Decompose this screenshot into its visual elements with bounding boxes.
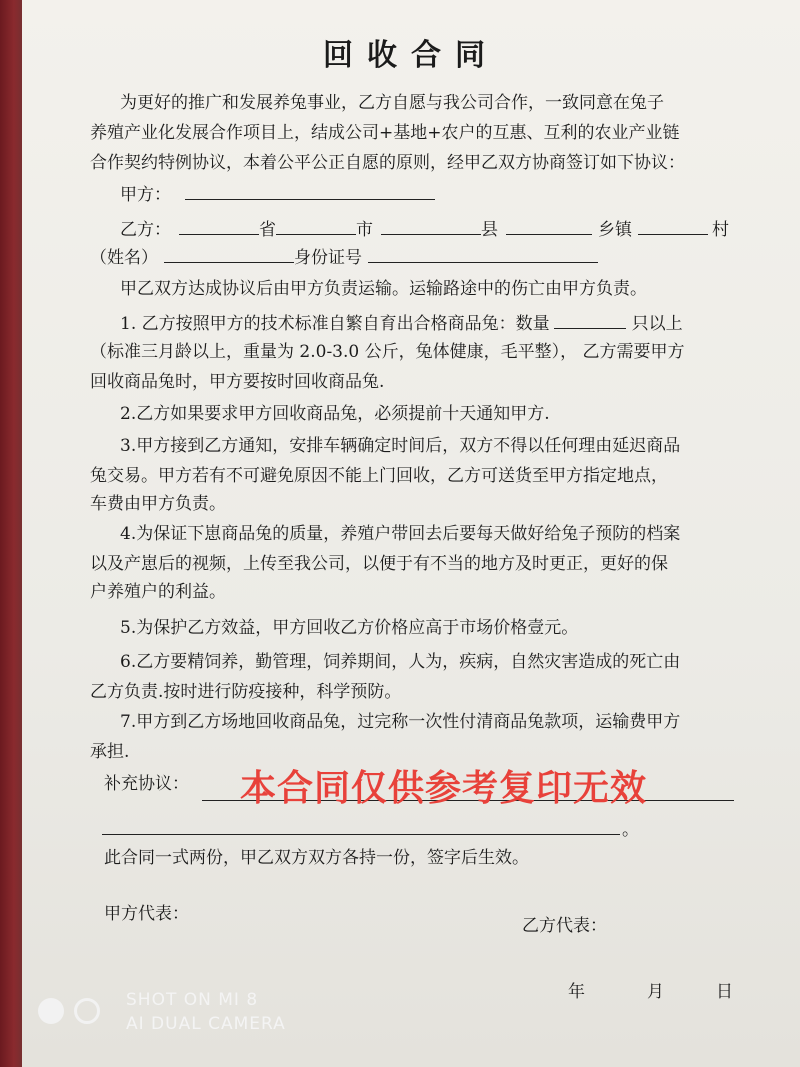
party-a-representative: 甲方代表： <box>104 904 189 924</box>
clause-3-line-3: 车费由甲方负责。 <box>90 494 226 514</box>
clause-7-line-1: 7.甲方到乙方场地回收商品兔，过完称一次性付清商品兔款项，运输费甲方 <box>120 712 681 732</box>
supplement-label: 补充协议： <box>104 774 189 794</box>
camera-shot-on: SHOT ON MI 8 <box>126 990 259 1010</box>
quantity-field[interactable] <box>554 312 626 329</box>
intro-line-3: 合作契约特例协议，本着公平公正自愿的原则，经甲乙双方协商签订如下协议： <box>90 153 685 173</box>
camera-model: AI DUAL CAMERA <box>126 1014 286 1034</box>
copy-invalid-watermark: 本合同仅供参考复印无效 <box>240 768 648 809</box>
village-field[interactable] <box>638 218 708 235</box>
clause-3-line-2: 兔交易。甲方若有不可避免原因不能上门回收，乙方可送货至甲方指定地点， <box>90 466 668 486</box>
clause-4-line-2: 以及产崽后的视频，上传至我公司，以便于有不当的地方及时更正，更好的保 <box>90 554 668 574</box>
city-label: 市 <box>356 220 373 240</box>
date-month-label: 月 <box>647 982 664 1002</box>
town-label: 乡镇 <box>598 220 632 240</box>
camera-lens-icon <box>38 998 64 1024</box>
camera-lens-ring-icon <box>74 998 100 1024</box>
page-title: 回收合同 <box>323 38 499 73</box>
party-b-representative: 乙方代表： <box>522 916 607 936</box>
date-year-label: 年 <box>568 982 585 1002</box>
name-field[interactable] <box>164 246 294 263</box>
province-label: 省 <box>259 220 276 240</box>
party-a-label: 甲方： <box>120 185 171 205</box>
party-a-field[interactable] <box>185 183 435 200</box>
camera-watermark <box>30 990 330 1050</box>
town-field[interactable] <box>506 218 592 235</box>
party-a-row <box>120 183 435 205</box>
clause-1-unit: 只以上 <box>631 314 683 334</box>
clause-4-line-3: 户养殖户的利益。 <box>90 582 226 602</box>
supplement-line-2[interactable] <box>102 834 620 835</box>
city-field[interactable] <box>276 218 356 235</box>
province-field[interactable] <box>179 218 259 235</box>
clause-4-line-1: 4.为保证下崽商品兔的质量，养殖户带回去后要每天做好给兔子预防的档案 <box>120 524 681 544</box>
village-label: 村 <box>712 220 729 240</box>
clause-1-text: 1. 乙方按照甲方的技术标准自繁自育出合格商品兔：数量 <box>120 314 550 334</box>
clause-1-line-3: 回收商品兔时，甲方要按时回收商品兔. <box>90 372 385 392</box>
clause-5: 5.为保护乙方效益，甲方回收乙方价格应高于市场价格壹元。 <box>120 618 579 638</box>
clause-7-line-2: 承担. <box>90 742 130 762</box>
county-field[interactable] <box>381 218 481 235</box>
name-label: （姓名） <box>90 248 158 268</box>
id-label: 身份证号 <box>294 248 362 268</box>
clause-6-line-2: 乙方负责.按时进行防疫接种，科学预防。 <box>90 682 402 702</box>
id-field[interactable] <box>368 246 598 263</box>
transport-clause: 甲乙双方达成协议后由甲方负责运输。运输路途中的伤亡由甲方负责。 <box>120 279 647 299</box>
clause-6-line-1: 6.乙方要精饲养，勤管理，饲养期间，人为，疾病，自然灾害造成的死亡由 <box>120 652 681 672</box>
contract-paper <box>22 0 800 1067</box>
clause-1-line-2: （标准三月龄以上，重量为 2.0-3.0 公斤，兔体健康，毛平整）， 乙方需要甲方 <box>90 342 685 362</box>
county-label: 县 <box>481 220 498 240</box>
clause-3-line-1: 3.甲方接到乙方通知，安排车辆确定时间后，双方不得以任何理由延迟商品 <box>120 436 681 456</box>
copies-clause: 此合同一式两份，甲乙双方双方各持一份，签字后生效。 <box>104 848 529 868</box>
party-b-address-row <box>120 218 729 240</box>
clause-2: 2.乙方如果要求甲方回收商品兔，必须提前十天通知甲方. <box>120 404 550 424</box>
party-b-label: 乙方： <box>120 220 171 240</box>
intro-line-2: 养殖产业化发展合作项目上，结成公司+基地+农户的互惠、互利的农业产业链 <box>90 123 680 143</box>
date-day-label: 日 <box>716 982 733 1002</box>
intro-line-1: 为更好的推广和发展养兔事业，乙方自愿与我公司合作，一致同意在兔子 <box>120 93 664 113</box>
clause-1-line-1 <box>120 312 683 334</box>
supplement-period: 。 <box>622 820 639 840</box>
name-id-row <box>90 246 598 268</box>
